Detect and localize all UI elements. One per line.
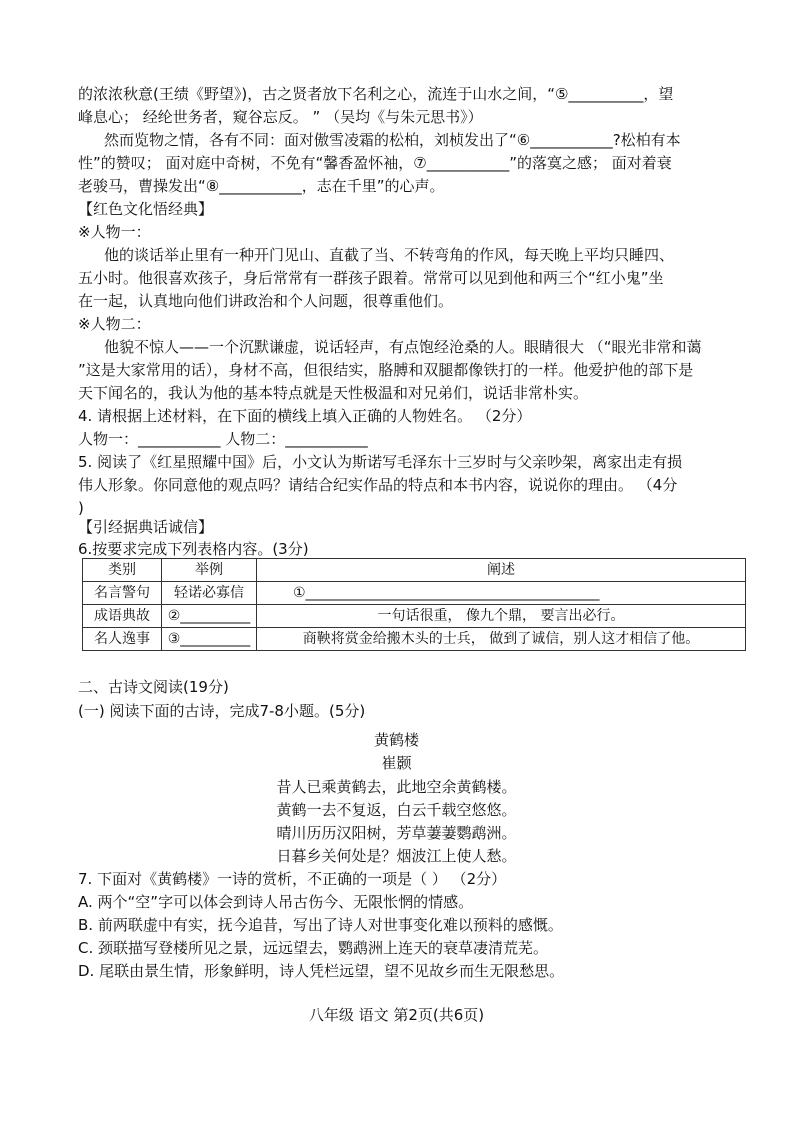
poem-line: 晴川历历汉阳树，芳草萋萋鹦鹉洲。: [276, 824, 517, 842]
option-c: C. 颈联描写登楼所见之景，远远望去，鹦鹉洲上连天的衰草凄清荒芜。: [78, 939, 549, 957]
table-header: 阐述: [257, 559, 746, 582]
text-line: 他貌不惊人——一个沉默谦虚，说话轻声，有点饱经沧桑的人。眼睛很大 （“眼光非常和蔼: [104, 338, 702, 356]
page-footer: 八年级 语文 第2页(共6页): [308, 1006, 485, 1024]
subsection-title: (一) 阅读下面的古诗，完成7-8小题。(5分): [78, 702, 366, 720]
option-d: D. 尾联由景生情，形象鲜明，诗人凭栏远望，望不见故乡而生无限愁思。: [78, 962, 565, 980]
text-line: 天下闻名的，我认为他的基本特点就是天性极温和对兄弟们，说话非常朴实。: [78, 384, 589, 402]
table-cell: 商鞅将赏金给搬木头的士兵， 做到了诚信，别人这才相信了他。: [257, 628, 746, 651]
section-heading: 【红色文化悟经典】: [78, 200, 214, 218]
text-line: 峰息心； 经纶世务者，窥谷忘反。 ” （吴均《与朱元思书》）: [78, 108, 483, 126]
table-header: 类别: [83, 559, 162, 582]
text-line: 他的谈话举止里有一种开门见山、直截了当、不转弯角的作风，每天晚上平均只睡四、: [104, 246, 675, 264]
table-cell: 名言警句: [83, 582, 162, 605]
text-line: 性”的赞叹； 面对庭中奇树，不免有“馨香盈怀袖，⑦___________”的落寞之感； 面对着衰: [78, 154, 672, 172]
table-cell: ②__________: [162, 605, 257, 628]
text-line: 然而览物之情，各有不同：面对傲雪凌霜的松柏，刘桢发出了“⑥___________?松柏有本: [104, 131, 681, 149]
text-line: 五小时。他很喜欢孩子，身后常常有一群孩子跟着。常常可以见到他和两三个“红小鬼”坐: [78, 269, 664, 287]
table-cell: 轻诺必寡信: [162, 582, 257, 605]
text-line: 在一起，认真地向他们讲政治和个人问题，很尊重他们。: [78, 292, 454, 310]
option-b: B. 前两联虚中有实，抚今追昔，写出了诗人对世事变化难以预料的感慨。: [78, 916, 563, 934]
question-6-table: [82, 558, 746, 651]
question-6: 6.按要求完成下列表格内容。(3分): [78, 540, 309, 558]
table-cell: 名人逸事: [83, 628, 162, 651]
poem-title: 黄鹤楼: [373, 731, 419, 749]
question-5-cont: 伟人形象。你同意他的观点吗？请结合纪实作品的特点和本书内容，说说你的理由。 （4分: [78, 476, 678, 494]
option-a: A. 两个“空”字可以体会到诗人吊古伤今、无限怅惘的情感。: [78, 893, 474, 911]
table-cell: 成语典故: [83, 605, 162, 628]
section-title: 二、古诗文阅读(19分): [78, 678, 229, 696]
table-header: 举例: [162, 559, 257, 582]
table-cell: 一句话很重， 像九个鼎， 要言出必行。: [257, 605, 746, 628]
poem-line: 日暮乡关何处是？烟波江上使人愁。: [276, 847, 517, 865]
table-row: [83, 582, 746, 605]
text-line: ※人物一：: [78, 223, 151, 241]
question-5: 5. 阅读了《红星照耀中国》后，小文认为斯诺写毛泽东十三岁时与父亲吵架，离家出走有损: [78, 453, 683, 471]
text-line: ※人物二：: [78, 315, 151, 333]
poem-line: 黄鹤一去不复返，白云千载空悠悠。: [276, 801, 517, 819]
text-line: ”这是大家常用的话），身材不高，但很结实，胳膊和双腿都像铁打的一样。他爱护他的部下是: [78, 361, 694, 379]
text-line: ): [78, 499, 84, 517]
answer-blanks: 人物一：___________ 人物二：___________: [78, 430, 368, 448]
question-7: 7. 下面对《黄鹤楼》一诗的赏析，不正确的一项是（ ） （2分）: [78, 870, 507, 888]
poem-line: 昔人已乘黄鹤去，此地空余黄鹤楼。: [276, 778, 517, 796]
question-4: 4. 请根据上述材料，在下面的横线上填入正确的人物姓名。 （2分）: [78, 407, 532, 425]
text-line: 老骏马，曹操发出“⑧___________，志在千里”的心声。: [78, 177, 445, 195]
section-heading: 【引经据典话诚信】: [78, 518, 214, 536]
text-line: 的浓浓秋意(王绩《野望》)，古之贤者放下名利之心，流连于山水之间，“⑤__________，望: [78, 85, 674, 103]
poem-author: 崔颢: [381, 754, 412, 772]
table-cell: ③__________: [162, 628, 257, 651]
table-row: [83, 628, 746, 651]
table-header-row: [83, 559, 746, 582]
table-row: [83, 605, 746, 628]
table-cell: ①__________________________________________: [257, 582, 746, 605]
